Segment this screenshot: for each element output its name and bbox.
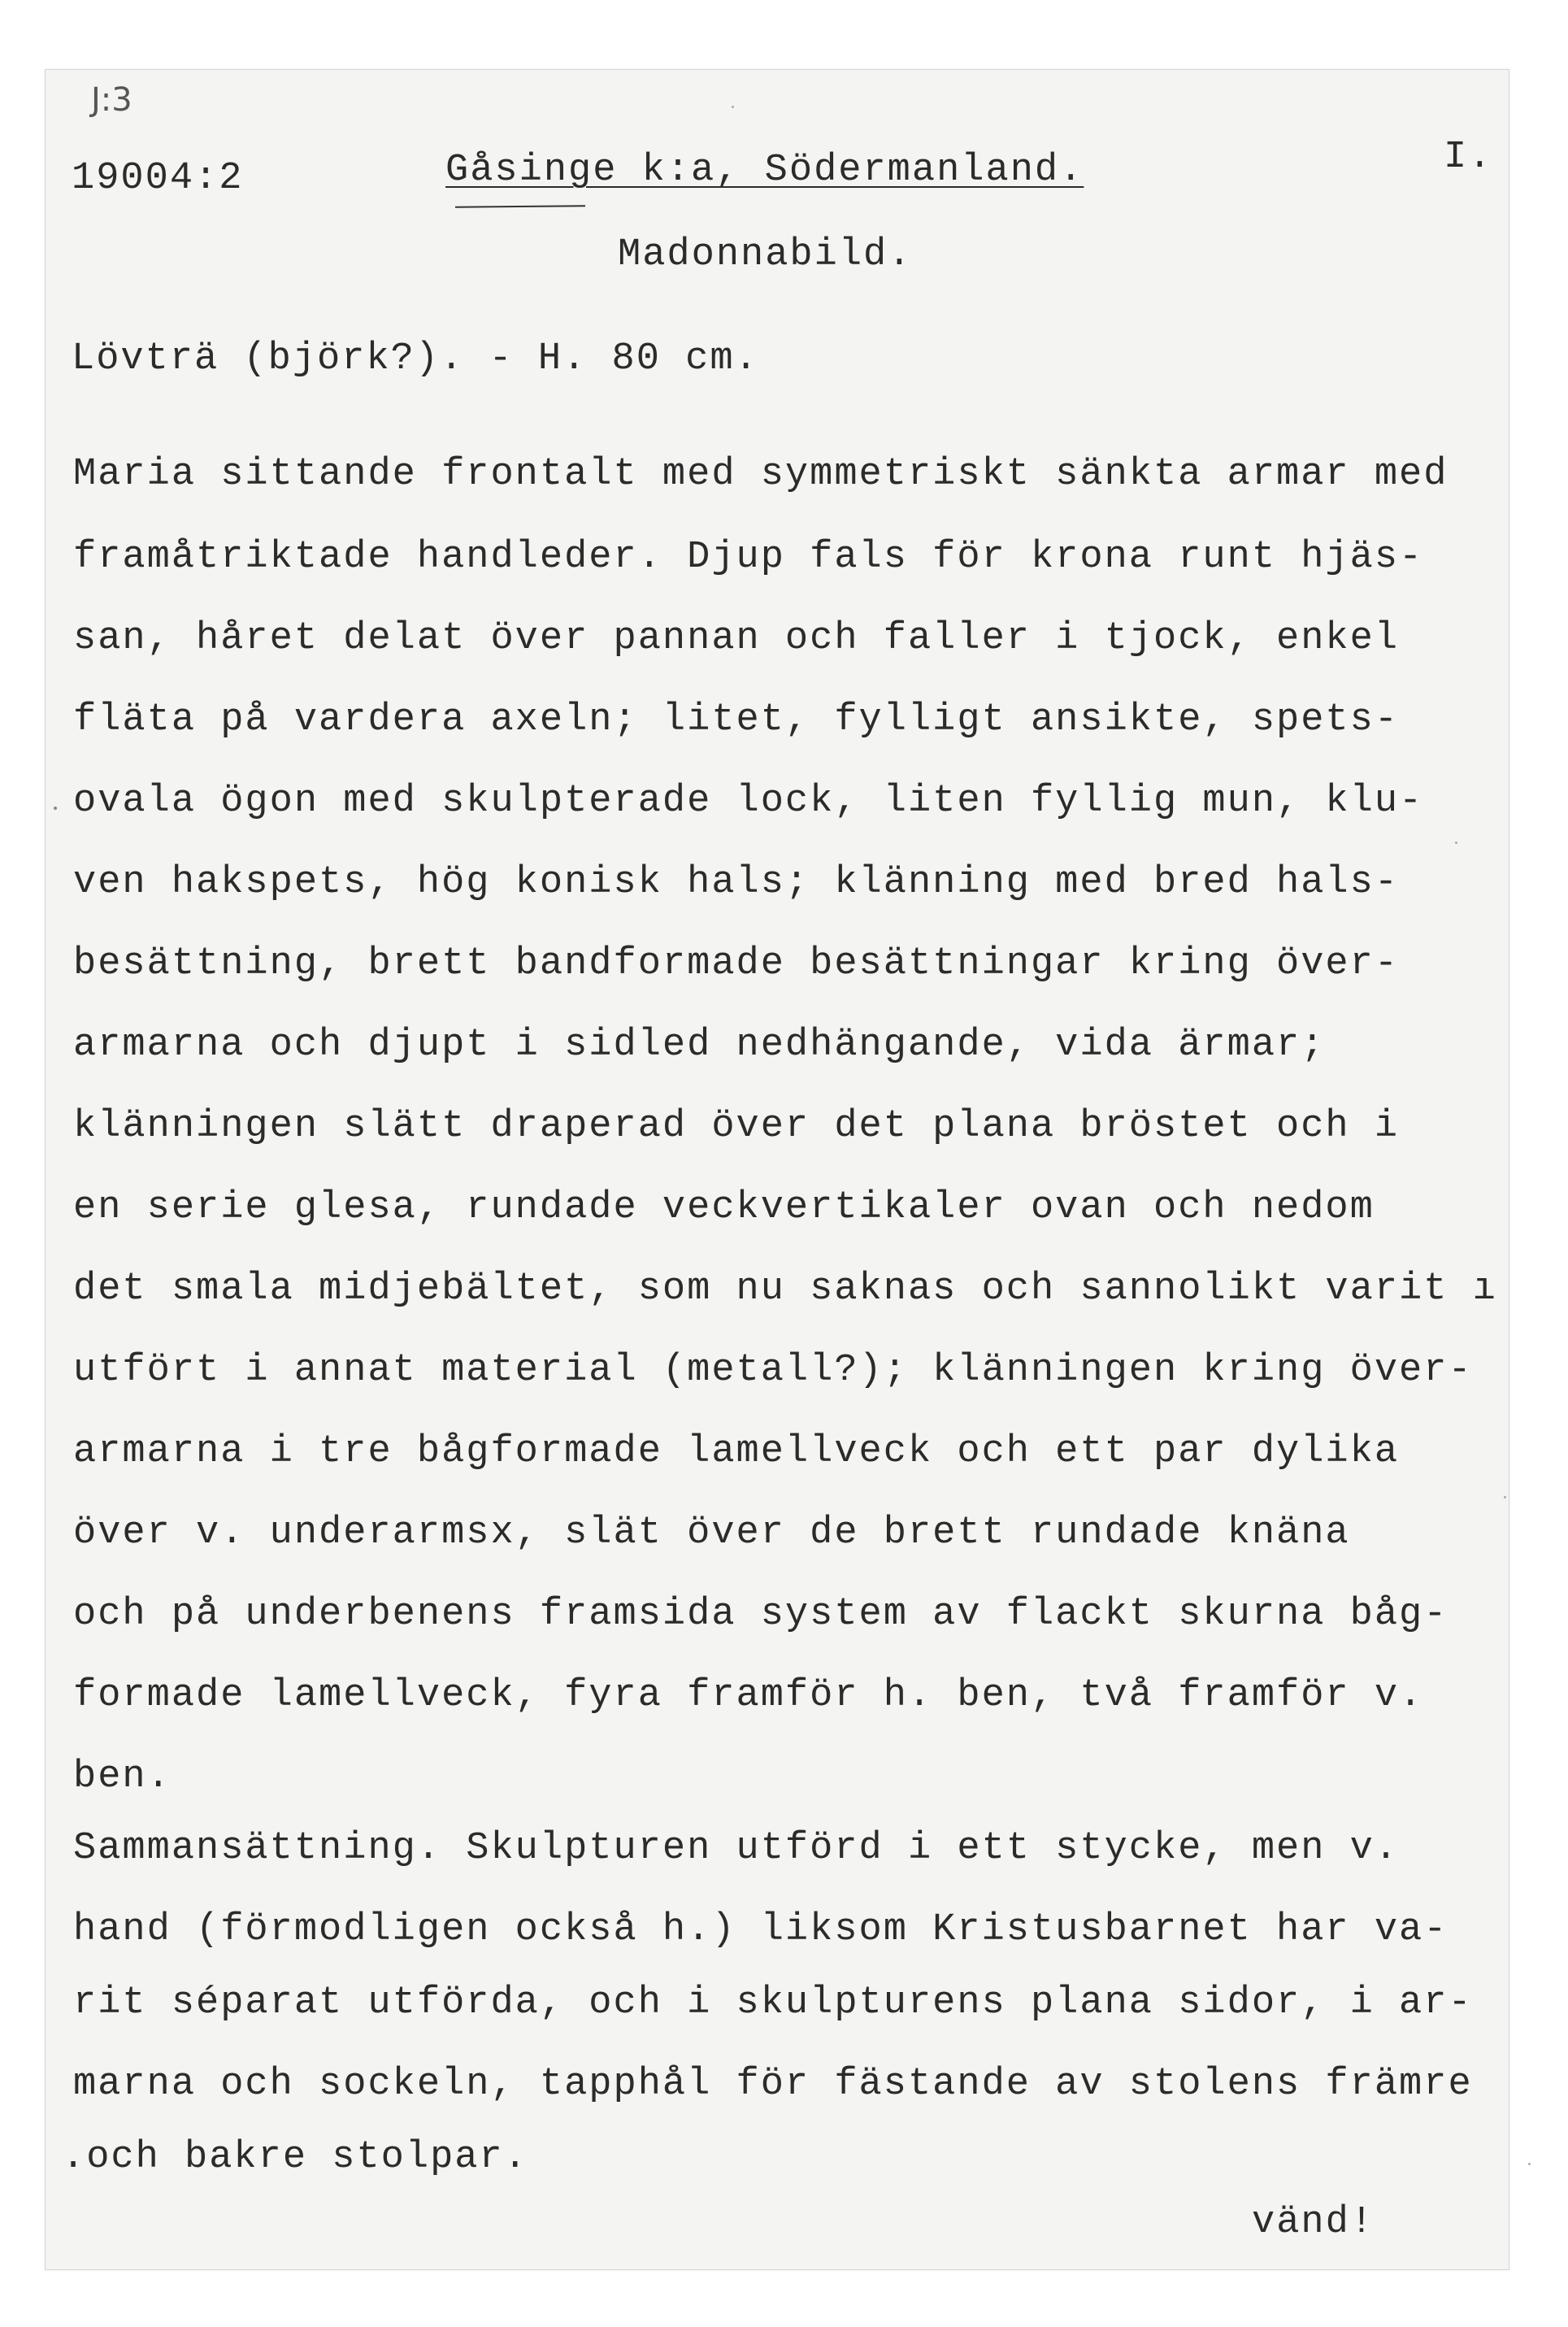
- description-line: ben.: [73, 1755, 172, 1799]
- description-line: framåtriktade handleder. Djup fals för krona runt hjäs-: [73, 536, 1424, 579]
- document-title: Madonnabild.: [618, 233, 913, 276]
- description-line: över v. underarmsx, slät över de brett rundade knäna: [73, 1511, 1350, 1555]
- paper-speck: [1528, 2163, 1531, 2165]
- page-number: I.: [1444, 136, 1493, 179]
- paper-speck: [1455, 842, 1457, 844]
- location-heading: Gåsinge k:a, Södermanland.: [445, 149, 1084, 192]
- description-line: ovala ögon med skulpterade lock, liten fyllig mun, klu-: [73, 780, 1424, 823]
- description-line: utfört i annat material (metall?); klänningen kring över-: [73, 1349, 1473, 1392]
- description-line: klänningen slätt draperad över det plana bröstet och i: [73, 1105, 1400, 1148]
- assembly-line: rit séparat utförda, och i skulpturens plana sidor, i ar-: [73, 1981, 1473, 2025]
- description-line: armarna och djupt i sidled nedhängande, vida ärmar;: [73, 1024, 1326, 1067]
- description-line: fläta på vardera axeln; litet, fylligt ansikte, spets-: [73, 698, 1400, 742]
- assembly-line: marna och sockeln, tapphål för fästande av stolens främre: [73, 2063, 1473, 2106]
- description-line: ven hakspets, hög konisk hals; klänning med bred hals-: [73, 861, 1400, 904]
- material-line: Lövträ (björk?). - H. 80 cm.: [72, 337, 759, 381]
- paper-speck: [732, 106, 734, 108]
- description-line: formade lamellveck, fyra framför h. ben, två framför v.: [73, 1674, 1424, 1717]
- assembly-line: .och bakre stolpar.: [62, 2136, 528, 2179]
- description-line: en serie glesa, rundade veckvertikaler ovan och nedom: [73, 1186, 1375, 1229]
- description-line: besättning, brett bandformade besättningar kring över-: [73, 942, 1400, 985]
- handwritten-mark: J:3: [91, 81, 132, 119]
- description-line: det smala midjebältet, som nu saknas och sannolikt varit ı: [73, 1268, 1497, 1311]
- assembly-line: hand (förmodligen också h.) liksom Kristusbarnet har va-: [73, 1908, 1449, 1951]
- description-line: armarna i tre bågformade lamellveck och ett par dylika: [73, 1430, 1400, 1473]
- turn-over-note: vänd!: [1252, 2201, 1375, 2244]
- catalog-number: 19004:2: [72, 157, 244, 200]
- description-line: Maria sittande frontalt med symmetriskt sänkta armar med: [73, 453, 1449, 496]
- assembly-line: Sammansättning. Skulpturen utförd i ett stycke, men v.: [73, 1827, 1400, 1870]
- paper-speck: [54, 807, 57, 810]
- paper-speck: [1504, 1496, 1506, 1498]
- description-line: och på underbenens framsida system av flackt skurna båg-: [73, 1593, 1449, 1636]
- description-line: san, håret delat över pannan och faller i tjock, enkel: [73, 617, 1400, 660]
